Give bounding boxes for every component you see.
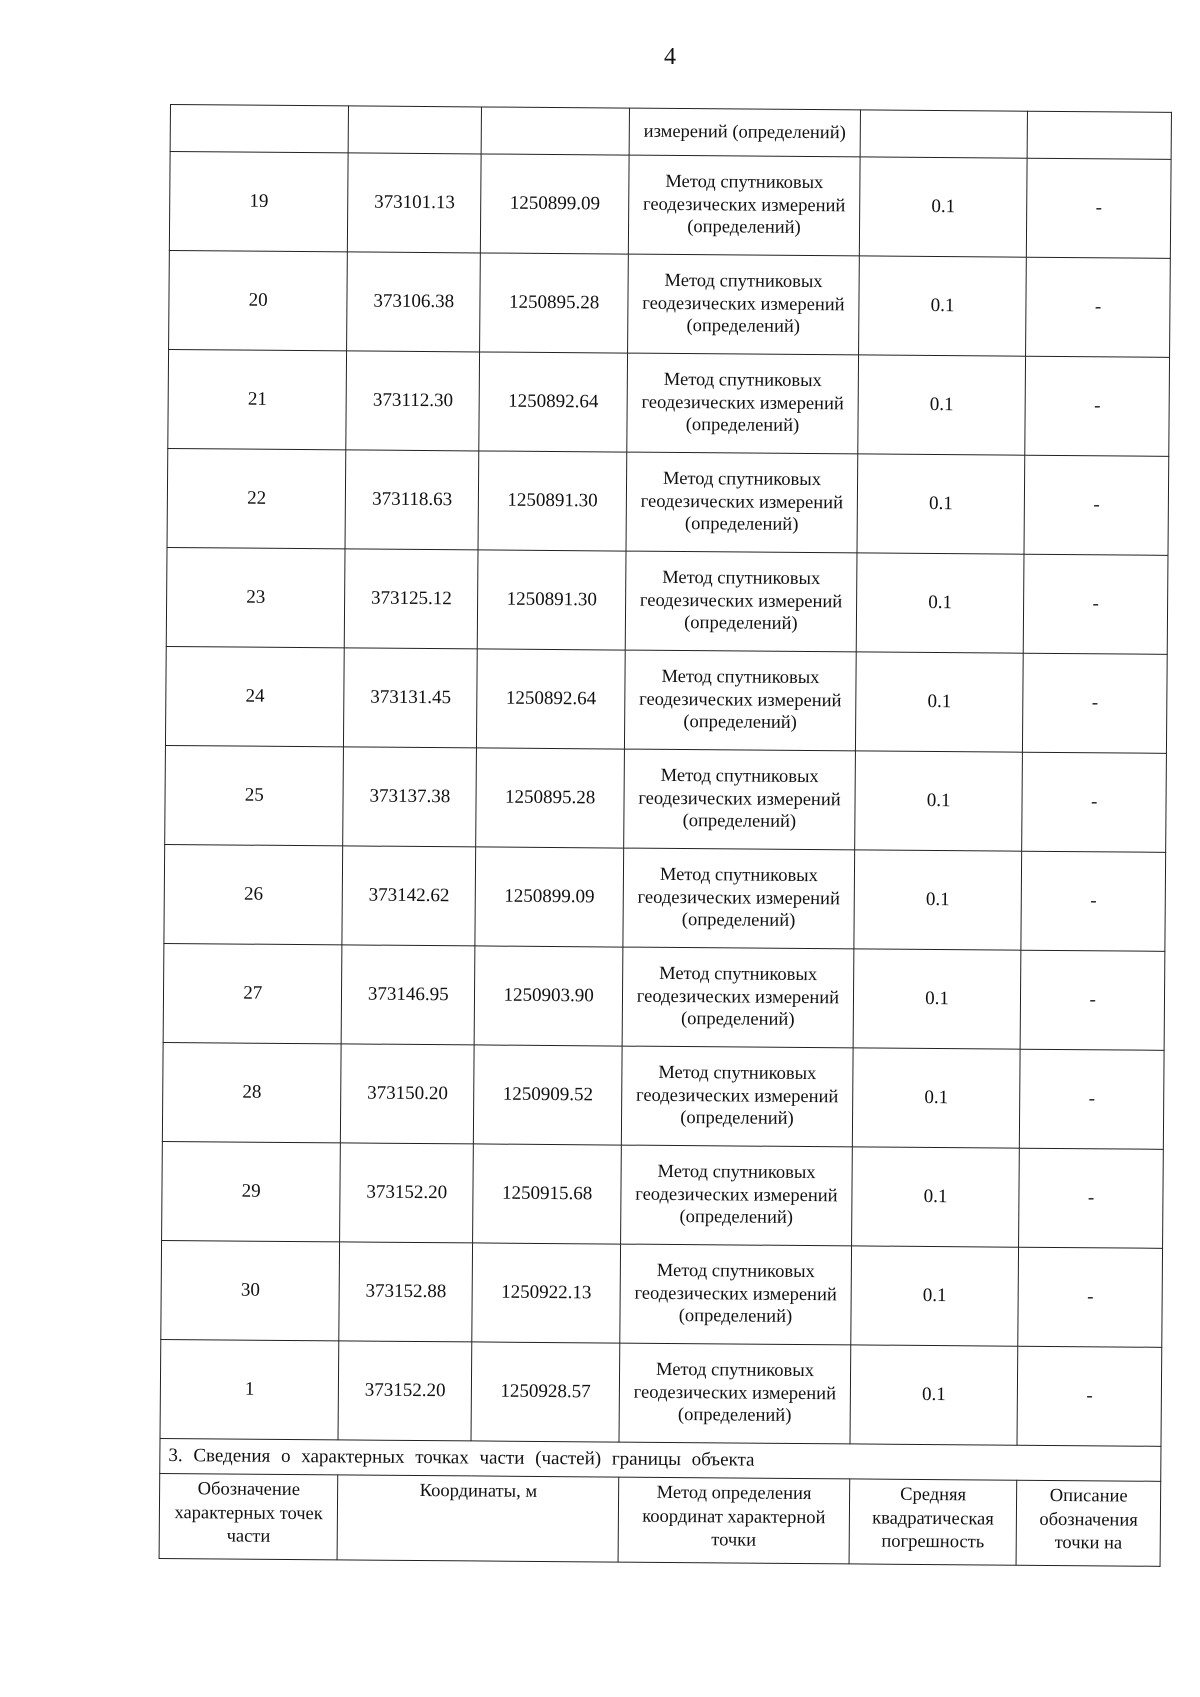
cell-accuracy: 0.1 <box>851 1147 1019 1247</box>
table-row <box>165 745 1167 852</box>
cell-accuracy: 0.1 <box>850 1345 1018 1445</box>
cell-point <box>170 105 349 153</box>
cell-x: 373146.95 <box>342 945 476 1045</box>
cell-point: 28 <box>162 1042 341 1142</box>
section-3-title: 3. Сведения о характерных точках части (частей) границы объекта <box>160 1438 1161 1481</box>
table-row <box>164 844 1166 951</box>
cell-y: 1250922.13 <box>472 1243 621 1343</box>
table-row <box>169 152 1171 259</box>
cell-x: 373142.62 <box>342 846 476 946</box>
cell-y: 1250903.90 <box>474 946 623 1046</box>
cell-x: 373106.38 <box>347 252 481 352</box>
cell-accuracy: 0.1 <box>858 355 1026 455</box>
cell-method: Метод спутниковых геодезических измерений (определений) <box>621 1145 852 1246</box>
cell-method: Метод спутниковых геодезических измерений (определений) <box>628 155 859 256</box>
cell-x: 373150.20 <box>341 1044 475 1144</box>
cell-y: 1250895.28 <box>476 748 625 848</box>
cell-accuracy: 0.1 <box>851 1246 1019 1346</box>
table-row <box>163 943 1165 1050</box>
cell-y: 1250928.57 <box>471 1342 620 1442</box>
cell-point: 23 <box>166 547 345 647</box>
cell-x: 373118.63 <box>345 450 479 550</box>
coordinates-table <box>159 104 1172 1567</box>
cell-y: 1250909.52 <box>474 1045 623 1145</box>
table-row <box>166 547 1168 654</box>
cell-accuracy: 0.1 <box>852 1048 1020 1148</box>
cell-accuracy: 0.1 <box>859 157 1027 257</box>
cell-description: - <box>1019 1148 1163 1248</box>
cell-y: 1250891.30 <box>478 451 627 551</box>
cell-y: 1250915.68 <box>473 1144 622 1244</box>
cell-point: 30 <box>161 1240 340 1340</box>
table-row <box>168 349 1170 456</box>
header-description: Описание обозначения точки на <box>1016 1480 1160 1566</box>
cell-description: - <box>1027 158 1171 258</box>
cell-method: Метод спутниковых геодезических измерений (определений) <box>626 452 857 553</box>
page-number: 4 <box>664 44 676 70</box>
cell-y: 1250892.64 <box>479 352 628 452</box>
table-row <box>165 646 1167 753</box>
table-row <box>161 1240 1163 1347</box>
cell-accuracy: 0.1 <box>856 553 1024 653</box>
cell-description: - <box>1022 752 1166 852</box>
cell-point: 1 <box>160 1339 339 1439</box>
cell-y: 1250899.09 <box>481 154 630 254</box>
cell-method: Метод спутниковых геодезических измерений (определений) <box>619 1343 850 1444</box>
table-row <box>162 1141 1164 1248</box>
cell-method: Метод спутниковых геодезических измерений (определений) <box>628 254 859 355</box>
cell-point: 22 <box>167 448 346 548</box>
cell-x: 373152.20 <box>340 1143 474 1243</box>
header-coordinates: Координаты, м <box>338 1475 619 1562</box>
cell-x: 373137.38 <box>343 747 477 847</box>
cell-description: - <box>1020 1049 1164 1149</box>
cell-accuracy: 0.1 <box>854 850 1022 950</box>
cell-method: Метод спутниковых геодезических измерений (определений) <box>625 551 856 652</box>
cell-accuracy <box>860 110 1028 158</box>
cell-accuracy: 0.1 <box>857 454 1025 554</box>
cell-x: 373112.30 <box>346 351 480 451</box>
header-point-designation: Обозначение характерных точек части <box>159 1473 338 1559</box>
cell-point: 24 <box>165 646 344 746</box>
cell-method: измерений (определений) <box>629 108 860 157</box>
cell-y: 1250895.28 <box>480 253 629 353</box>
cell-description <box>1027 111 1171 159</box>
header-accuracy: Средняя квадратическая погрешность <box>849 1479 1017 1565</box>
cell-description: - <box>1024 455 1168 555</box>
section-3-header-row <box>159 1473 1161 1566</box>
cell-point: 21 <box>168 349 347 449</box>
cell-accuracy: 0.1 <box>858 256 1026 356</box>
cell-method: Метод спутниковых геодезических измерений (определений) <box>621 1046 852 1147</box>
cell-description: - <box>1020 950 1164 1050</box>
cell-description: - <box>1025 356 1169 456</box>
cell-accuracy: 0.1 <box>853 949 1021 1049</box>
cell-description: - <box>1023 653 1167 753</box>
continued-row <box>170 105 1171 160</box>
cell-y: 1250891.30 <box>477 550 626 650</box>
cell-x: 373101.13 <box>348 153 482 253</box>
cell-method: Метод спутниковых геодезических измерений (определений) <box>625 650 856 751</box>
cell-method: Метод спутниковых геодезических измерений (определений) <box>624 749 855 850</box>
cell-y: 1250899.09 <box>475 847 624 947</box>
cell-point: 20 <box>169 250 348 350</box>
cell-point: 19 <box>169 152 348 252</box>
cell-point: 25 <box>165 745 344 845</box>
cell-x: 373125.12 <box>345 549 479 649</box>
cell-description: - <box>1024 554 1168 654</box>
cell-method: Метод спутниковых геодезических измерений (определений) <box>620 1244 851 1345</box>
cell-point: 26 <box>164 844 343 944</box>
cell-description: - <box>1018 1247 1162 1347</box>
table-row <box>160 1339 1162 1446</box>
cell-y: 1250892.64 <box>477 649 626 749</box>
table-row <box>169 250 1171 357</box>
cell-method: Метод спутниковых геодезических измерений (определений) <box>623 848 854 949</box>
cell-y <box>481 107 629 155</box>
cell-description: - <box>1026 257 1170 357</box>
cell-point: 29 <box>162 1141 341 1241</box>
cell-method: Метод спутниковых геодезических измерений (определений) <box>622 947 853 1048</box>
table-row <box>167 448 1169 555</box>
cell-accuracy: 0.1 <box>854 751 1022 851</box>
cell-description: - <box>1017 1346 1161 1446</box>
cell-accuracy: 0.1 <box>855 652 1023 752</box>
cell-point: 27 <box>163 943 342 1043</box>
cell-x: 373152.20 <box>338 1341 472 1441</box>
cell-description: - <box>1021 851 1165 951</box>
cell-method: Метод спутниковых геодезических измерений (определений) <box>627 353 858 454</box>
cell-x <box>349 106 482 154</box>
header-method: Метод определения координат характерной точки <box>618 1477 849 1564</box>
cell-x: 373131.45 <box>344 648 478 748</box>
table-row <box>162 1042 1164 1149</box>
cell-x: 373152.88 <box>339 1242 473 1342</box>
